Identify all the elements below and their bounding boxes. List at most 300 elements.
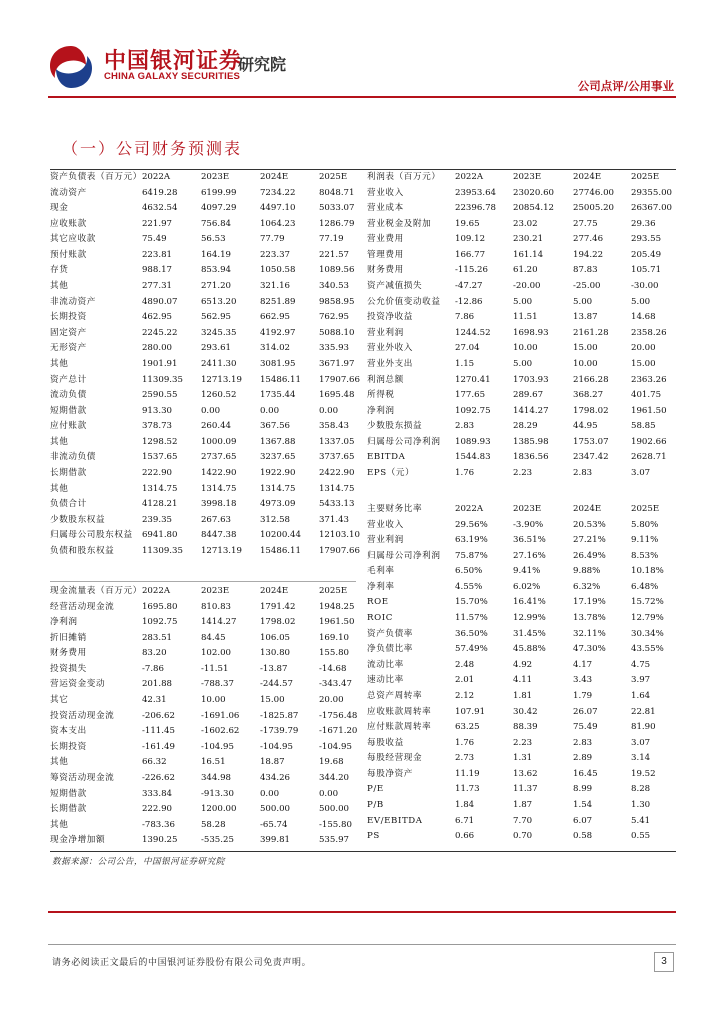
value-cell: 10.00 (573, 358, 598, 369)
table-row (50, 600, 378, 616)
value-cell: 15.00 (573, 343, 598, 354)
value-cell: 312.58 (259, 514, 291, 525)
table-row (50, 755, 378, 771)
row-label-cell: 其他 (50, 358, 69, 369)
value-cell: 77.19 (318, 234, 344, 245)
table-row (367, 326, 681, 342)
table-header-row (367, 502, 681, 518)
value-cell: 0.58 (573, 831, 593, 842)
value-cell: 1089.93 (455, 436, 491, 447)
table-title-cell: 现金流量表（百万元） (50, 586, 142, 596)
table-row (367, 388, 681, 404)
value-cell: 344.98 (200, 772, 232, 783)
row-label-cell: 每股经营现金 (367, 753, 423, 764)
value-cell: 11.19 (455, 768, 480, 779)
table-row (50, 388, 378, 404)
value-cell: 0.00 (318, 788, 339, 799)
value-cell: -104.95 (200, 741, 234, 752)
value-cell: -1691.06 (200, 710, 240, 721)
table-row (50, 326, 378, 342)
value-cell: 0.00 (259, 788, 280, 799)
row-label-cell: 净利润 (50, 617, 78, 628)
section-title: （一）公司财务预测表 (62, 139, 243, 158)
value-cell: 6513.20 (200, 296, 237, 307)
row-label-cell: 少数股东权益 (50, 514, 106, 525)
table-row (367, 295, 681, 311)
value-cell: -30.00 (631, 281, 659, 292)
table-row (50, 709, 378, 725)
page-number: 3 (654, 952, 674, 972)
value-cell: 23.02 (513, 218, 538, 229)
value-cell: 29355.00 (631, 187, 673, 198)
value-cell: 1286.79 (318, 218, 355, 229)
cash-flow-table (50, 584, 378, 849)
value-cell: 1922.90 (259, 467, 296, 478)
table-row (367, 705, 681, 721)
value-cell: 1.31 (513, 753, 533, 764)
table-row (367, 450, 681, 466)
value-cell: 15.70% (455, 597, 488, 608)
value-cell: 222.90 (141, 804, 173, 815)
table-row (367, 549, 681, 565)
value-cell: 11.57% (455, 613, 488, 624)
value-cell: 75.49 (141, 234, 167, 245)
value-cell: -111.45 (141, 726, 175, 737)
value-cell: 1.79 (573, 690, 593, 701)
value-cell: 11.37 (513, 784, 538, 795)
value-cell: 1314.75 (259, 483, 296, 494)
value-cell: 2161.28 (573, 327, 609, 338)
value-cell: 335.93 (318, 343, 350, 354)
year-header-cell: 2024E (259, 586, 289, 596)
value-cell: 1390.25 (141, 835, 178, 846)
value-cell: 81.90 (631, 722, 656, 733)
value-cell: 14.68 (631, 312, 656, 323)
row-label-cell: 每股收益 (367, 737, 404, 748)
value-cell: 1537.65 (141, 452, 178, 463)
value-cell: 1961.50 (631, 405, 667, 416)
row-label-cell: 毛利率 (367, 566, 395, 577)
value-cell: 63.25 (455, 722, 480, 733)
value-cell: 27.16% (513, 550, 546, 561)
value-cell: 1.76 (455, 467, 475, 478)
value-cell: 84.45 (200, 632, 226, 643)
table-row (50, 787, 378, 803)
report-category: 公司点评/公用事业 (577, 79, 674, 93)
row-label-cell: 应收账款 (50, 218, 87, 229)
row-label-cell: EPS（元） (367, 467, 415, 478)
value-cell: 333.84 (141, 788, 173, 799)
value-cell: 3.97 (631, 675, 651, 686)
table-row (50, 818, 378, 834)
value-cell: 105.71 (631, 265, 662, 276)
value-cell: 1.54 (573, 799, 593, 810)
row-label-cell: 其他 (50, 819, 69, 830)
value-cell: 1337.05 (318, 436, 355, 447)
value-cell: -788.37 (200, 679, 234, 690)
row-label-cell: 总资产周转率 (367, 690, 423, 701)
row-label-cell: 每股净资产 (367, 768, 413, 779)
value-cell: 562.95 (200, 312, 232, 323)
row-label-cell: 营业收入 (367, 187, 404, 198)
value-cell: 32.11% (573, 628, 606, 639)
row-label-cell: 非流动负债 (50, 452, 96, 463)
value-cell: 280.00 (141, 343, 173, 354)
value-cell (260, 559, 319, 575)
value-cell: 1.87 (513, 799, 533, 810)
value-cell: -226.62 (141, 772, 175, 783)
value-cell: 63.19% (455, 535, 488, 546)
row-label-cell: 经营活动现金流 (50, 601, 115, 612)
value-cell: 155.80 (318, 648, 350, 659)
value-cell: 11.73 (455, 784, 480, 795)
table-row (367, 466, 681, 482)
value-cell: 1544.83 (455, 452, 491, 463)
value-cell: 1244.52 (455, 327, 491, 338)
table-row (367, 232, 681, 248)
value-cell: 2590.55 (141, 390, 178, 401)
value-cell: 1314.75 (141, 483, 178, 494)
year-header-cell: 2023E (513, 504, 542, 514)
value-cell: 28.29 (513, 421, 538, 432)
value-cell: 6.50% (455, 566, 483, 577)
value-cell: -1739.79 (259, 726, 299, 737)
value-cell: 8048.71 (318, 187, 355, 198)
value-cell: 1414.27 (200, 617, 237, 628)
row-label-cell: 其他 (50, 281, 69, 292)
value-cell: 5.00 (513, 296, 533, 307)
value-cell: 500.00 (318, 804, 350, 815)
value-cell: 16.51 (200, 757, 226, 768)
value-cell: 26367.00 (631, 203, 673, 214)
value-cell: 223.81 (141, 249, 173, 260)
row-label-cell: 流动资产 (50, 187, 87, 198)
value-cell: 3671.97 (318, 358, 355, 369)
value-cell: 164.19 (200, 249, 232, 260)
value-cell: 9.41% (513, 566, 541, 577)
row-label-cell: 长期投资 (50, 741, 87, 752)
row-label-cell: 净负债比率 (367, 644, 413, 655)
value-cell: 3081.95 (259, 358, 296, 369)
value-cell: 5088.10 (318, 327, 355, 338)
value-cell: 22.81 (631, 706, 656, 717)
value-cell: 106.05 (259, 632, 291, 643)
value-cell: 7234.22 (259, 187, 296, 198)
table-header-row (50, 170, 378, 186)
table-row (367, 279, 681, 295)
table-row (367, 595, 681, 611)
value-cell: 2628.71 (631, 452, 667, 463)
row-label-cell: 现金净增加额 (50, 835, 106, 846)
value-cell: 107.91 (455, 706, 486, 717)
value-cell: 4097.29 (200, 203, 237, 214)
data-source-note: 数据来源：公司公告，中国银河证券研究院 (52, 857, 225, 867)
row-label-cell: 固定资产 (50, 327, 87, 338)
table-row (50, 497, 378, 513)
table-row (50, 373, 378, 389)
row-label-cell: 其它 (50, 695, 69, 706)
value-cell: 1901.91 (141, 358, 178, 369)
year-header-cell: 2024E (573, 172, 602, 182)
year-header-cell: 2022A (455, 172, 484, 182)
row-label-cell: 利润总额 (367, 374, 404, 385)
value-cell: 283.51 (141, 632, 173, 643)
row-label-cell: 资产负债率 (367, 628, 413, 639)
value-cell: 8.99 (573, 784, 593, 795)
value-cell: 17907.66 (318, 374, 360, 385)
institute-label: 研究院 (238, 55, 287, 74)
table-row (367, 767, 681, 783)
row-label-cell: 折旧摊销 (50, 632, 87, 643)
value-cell: 277.31 (141, 281, 173, 292)
row-label-cell: 营业成本 (367, 203, 404, 214)
value-cell: 27.04 (455, 343, 480, 354)
value-cell: 988.17 (141, 265, 173, 276)
value-cell: 913.30 (141, 405, 173, 416)
table-row (50, 615, 378, 631)
table-row (367, 627, 681, 643)
table-row (367, 814, 681, 830)
value-cell: 2.73 (455, 753, 475, 764)
row-label-cell: 应付账款周转率 (367, 722, 432, 733)
value-cell: -3.90% (513, 519, 544, 530)
table-row (367, 404, 681, 420)
year-header-cell: 2023E (200, 586, 230, 596)
value-cell: 29.56% (455, 519, 488, 530)
value-cell: 277.46 (573, 234, 604, 245)
value-cell: 0.66 (455, 831, 475, 842)
value-cell: 4.17 (573, 659, 593, 670)
value-cell: 11309.35 (141, 545, 183, 556)
table-row (50, 771, 378, 787)
year-header-cell: 2025E (318, 172, 348, 182)
value-cell: 9858.95 (318, 296, 355, 307)
table-row (50, 186, 378, 202)
value-cell: 194.22 (573, 249, 604, 260)
table-row (50, 833, 378, 849)
value-cell: 15486.11 (259, 374, 301, 385)
table-row (50, 693, 378, 709)
year-header-cell: 2022A (141, 172, 171, 182)
value-cell: 15.72% (631, 597, 664, 608)
value-cell: -13.87 (259, 663, 288, 674)
table-row (50, 404, 378, 420)
value-cell: -20.00 (513, 281, 541, 292)
value-cell: -535.25 (200, 835, 234, 846)
table-row (367, 798, 681, 814)
value-cell: 1200.00 (200, 804, 237, 815)
value-cell: 109.12 (455, 234, 486, 245)
table-title-cell: 资产负债表（百万元） (50, 172, 142, 182)
value-cell: 201.88 (141, 679, 173, 690)
value-cell: 367.56 (259, 421, 291, 432)
value-cell: 535.97 (318, 835, 350, 846)
value-cell: 23953.64 (455, 187, 497, 198)
row-label-cell: 流动负债 (50, 390, 87, 401)
value-cell: 9.11% (631, 535, 659, 546)
value-cell: 4.92 (513, 659, 533, 670)
value-cell: 1298.52 (141, 436, 178, 447)
value-cell: 293.61 (200, 343, 232, 354)
value-cell: 293.55 (631, 234, 662, 245)
value-cell: 12.99% (513, 613, 546, 624)
value-cell: 42.31 (141, 695, 167, 706)
table-title-cell: 主要财务比率 (367, 504, 423, 514)
value-cell: 56.53 (200, 234, 226, 245)
value-cell: 26.07 (573, 706, 598, 717)
value-cell: 5.41 (631, 815, 651, 826)
value-cell: 2.48 (455, 659, 475, 670)
value-cell: 10.18% (631, 566, 664, 577)
table-row (367, 736, 681, 752)
row-label-cell: 归属母公司净利润 (367, 436, 441, 447)
row-label-cell: 营业利润 (367, 327, 404, 338)
row-label-cell: 管理费用 (367, 249, 404, 260)
content-bottom-divider (48, 911, 676, 913)
table-row (367, 642, 681, 658)
value-cell: 2422.90 (318, 467, 355, 478)
value-cell: 1695.48 (318, 390, 355, 401)
row-label-cell: PS (367, 831, 380, 842)
value-cell: 58.28 (200, 819, 226, 830)
value-cell: 13.78% (573, 613, 606, 624)
value-cell: 88.39 (513, 722, 538, 733)
value-cell: 43.55% (631, 644, 664, 655)
table-row (50, 201, 378, 217)
row-label-cell: 营业外支出 (367, 358, 413, 369)
value-cell: 1385.98 (513, 436, 549, 447)
value-cell: 3245.35 (200, 327, 237, 338)
value-cell: 30.42 (513, 706, 538, 717)
value-cell: 230.21 (513, 234, 544, 245)
value-cell: 23020.60 (513, 187, 555, 198)
row-label-cell: 投资净收益 (367, 312, 413, 323)
value-cell: 31.45% (513, 628, 546, 639)
value-cell: 45.88% (513, 644, 546, 655)
table-title-cell: 利润表（百万元） (367, 172, 441, 182)
row-label-cell: ROE (367, 597, 389, 608)
row-label-cell: 公允价值变动收益 (367, 296, 441, 307)
value-cell: 0.00 (259, 405, 280, 416)
value-cell: 15.00 (259, 695, 285, 706)
value-cell: 0.00 (200, 405, 221, 416)
table-row (367, 310, 681, 326)
value-cell: 161.14 (513, 249, 544, 260)
value-cell: 2737.65 (200, 452, 237, 463)
row-label-cell: 其它应收款 (50, 234, 96, 245)
value-cell: 1753.07 (573, 436, 609, 447)
table-row (367, 357, 681, 373)
value-cell: 500.00 (259, 804, 291, 815)
value-cell: 2.01 (455, 675, 475, 686)
table-row (367, 435, 681, 451)
value-cell: 1735.44 (259, 390, 296, 401)
table-row (50, 450, 378, 466)
value-cell: 399.81 (259, 835, 291, 846)
value-cell: 17.19% (573, 597, 606, 608)
value-cell: 16.41% (513, 597, 546, 608)
value-cell: 8.53% (631, 550, 659, 561)
value-cell: 756.84 (200, 218, 232, 229)
value-cell: 1798.02 (259, 617, 296, 628)
value-cell: 2245.22 (141, 327, 178, 338)
table-row (50, 435, 378, 451)
value-cell: 83.20 (141, 648, 167, 659)
table-row (367, 186, 681, 202)
value-cell: 2.83 (573, 737, 593, 748)
row-label-cell: 财务费用 (367, 265, 404, 276)
value-cell: 321.16 (259, 281, 291, 292)
value-cell: 36.51% (513, 535, 546, 546)
row-label-cell: 营运资金变动 (50, 679, 106, 690)
value-cell: 1092.75 (141, 617, 178, 628)
value-cell: 57.49% (455, 644, 488, 655)
value-cell: 2358.26 (631, 327, 667, 338)
table-row (50, 310, 378, 326)
income-statement-table (367, 170, 681, 482)
table-row (367, 518, 681, 534)
value-cell: -7.86 (141, 663, 164, 674)
value-cell: 12713.19 (200, 374, 242, 385)
value-cell: -104.95 (318, 741, 352, 752)
year-header-cell: 2025E (631, 172, 660, 182)
value-cell: 10.00 (200, 695, 226, 706)
value-cell: 6.07 (573, 815, 593, 826)
table-row (367, 673, 681, 689)
value-cell: 221.57 (318, 249, 350, 260)
value-cell: 1798.02 (573, 405, 609, 416)
row-label-cell: 归属母公司股东权益 (50, 530, 133, 541)
value-cell: -343.47 (318, 679, 352, 690)
table-row (367, 658, 681, 674)
value-cell: 1.15 (455, 358, 475, 369)
value-cell: 18.87 (259, 757, 285, 768)
row-label-cell: 营业外收入 (367, 343, 413, 354)
table-row (50, 559, 378, 575)
value-cell: -14.68 (318, 663, 347, 674)
table-row (50, 528, 378, 544)
page-header (0, 0, 724, 100)
value-cell: 1422.90 (200, 467, 237, 478)
table-header-row (50, 584, 378, 600)
value-cell: 462.95 (141, 312, 173, 323)
value-cell: 26.49% (573, 550, 606, 561)
value-cell: 2.89 (573, 753, 593, 764)
table-row (367, 580, 681, 596)
row-label-cell: 投资活动现金流 (50, 710, 115, 721)
value-cell: 3998.18 (200, 499, 237, 510)
value-cell: 44.95 (573, 421, 598, 432)
value-cell: 401.75 (631, 390, 662, 401)
value-cell: 223.37 (259, 249, 291, 260)
table-row (50, 341, 378, 357)
year-header-cell: 2025E (631, 504, 660, 514)
value-cell: 5.80% (631, 519, 659, 530)
table-row (50, 419, 378, 435)
value-cell: 1.81 (513, 690, 533, 701)
value-cell: 5.00 (631, 296, 651, 307)
value-cell: 47.30% (573, 644, 606, 655)
value-cell (201, 559, 260, 575)
value-cell: 344.20 (318, 772, 350, 783)
value-cell: 1698.93 (513, 327, 549, 338)
value-cell: 1064.23 (259, 218, 296, 229)
value-cell: 19.68 (318, 757, 344, 768)
value-cell: -1671.20 (318, 726, 358, 737)
table-row (50, 295, 378, 311)
value-cell: -244.57 (259, 679, 293, 690)
value-cell: 58.85 (631, 421, 656, 432)
